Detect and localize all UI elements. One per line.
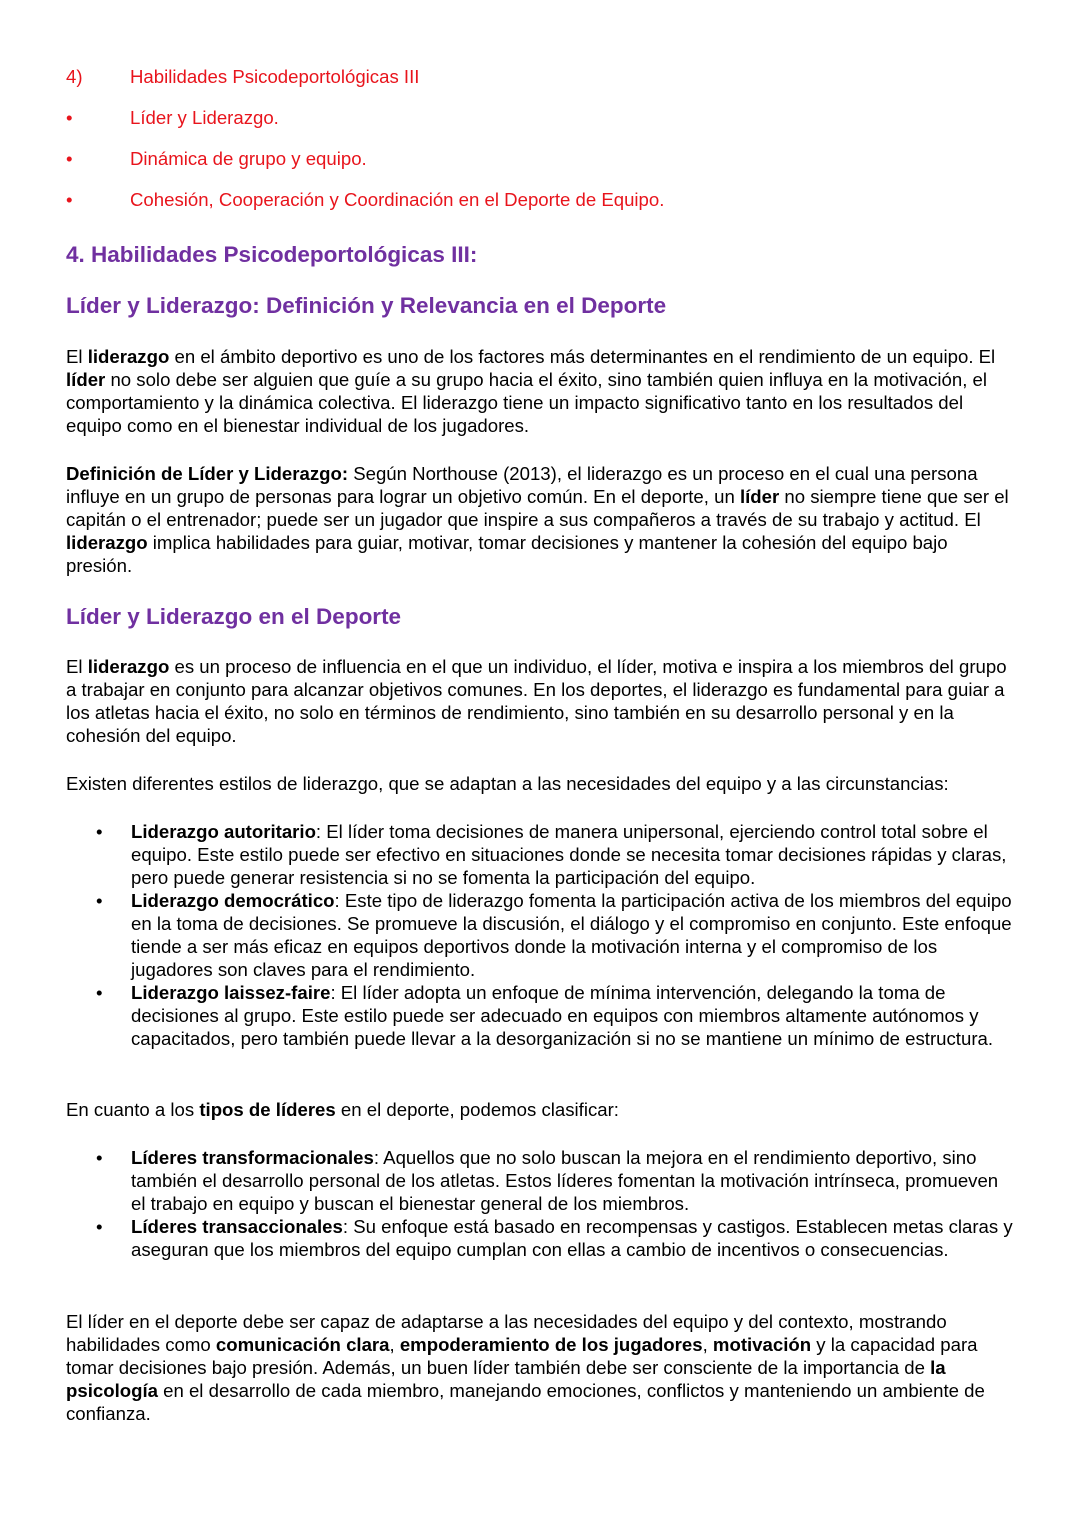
text-run: no solo debe ser alguien que guíe a su grupo hacia el éxito, sino también quien influya en la motivación, el comportamiento y la dinámica colectiva. El liderazgo tiene un impacto significativo tanto en los resultados del equipo como en el bienestar individual de los jugadores. bbox=[66, 369, 987, 436]
bullet-icon: • bbox=[96, 982, 103, 1003]
paragraph-intro bbox=[66, 345, 1016, 437]
outline-text: Habilidades Psicodeportológicas III bbox=[130, 66, 420, 87]
bold-text: empoderamiento de los jugadores bbox=[399, 1334, 703, 1355]
text-run: : El líder adopta un enfoque de mínima intervención, delegando la toma de decisiones al grupo. Este estilo puede ser adecuado en equipos con miembros altamente autónomos y capacitados, pero también puede llevar a la desorganización si no se mantiene un mínimo de estructura. bbox=[131, 982, 994, 1049]
bold-text: Líderes transformacionales bbox=[131, 1147, 374, 1168]
bullet-icon: • bbox=[96, 890, 103, 911]
text-run: Según Northouse (2013), el liderazgo es un proceso en el cual una persona influye en un grupo de personas para lograr un objetivo común. En el deporte, un bbox=[66, 463, 978, 507]
text-run: en el desarrollo de cada miembro, manejando emociones, conflictos y manteniendo un ambiente de confianza. bbox=[66, 1380, 985, 1424]
bold-text: liderazgo bbox=[87, 346, 170, 367]
text-run: : El líder toma decisiones de manera unipersonal, ejerciendo control total sobre el equipo. Este estilo puede ser efectivo en situaciones donde se necesita tomar decisiones rápidas y claras, pero puede generar resistencia si no se fomenta la participación del equipo. bbox=[131, 821, 1007, 888]
outline-text: Líder y Liderazgo. bbox=[130, 107, 279, 128]
bold-text: Liderazgo democrático bbox=[131, 890, 335, 911]
text-run: Existen diferentes estilos de liderazgo, que se adaptan a las necesidades del equipo y a las circunstancias: bbox=[66, 773, 949, 794]
outline-bullet: • bbox=[66, 107, 73, 128]
text-run: : Su enfoque está basado en recompensas y castigos. Establecen metas claras y aseguran que los miembros del equipo cumplan con ellas a cambio de incentivos o consecuencias. bbox=[131, 1216, 1013, 1260]
text-run: En cuanto a los bbox=[66, 1099, 200, 1120]
bold-text: líder bbox=[739, 486, 780, 507]
outline-text: Cohesión, Cooperación y Coordinación en el Deporte de Equipo. bbox=[130, 189, 665, 210]
paragraph-conclusion bbox=[66, 1310, 1016, 1425]
subsection-heading: Líder y Liderazgo en el Deporte bbox=[66, 604, 402, 629]
bold-text: Liderazgo autoritario bbox=[131, 821, 316, 842]
text-run: en el deporte, podemos clasificar: bbox=[335, 1099, 619, 1120]
list-item bbox=[66, 889, 1016, 981]
list-item bbox=[66, 820, 1016, 889]
paragraph-definition bbox=[66, 462, 1016, 577]
bold-text: motivación bbox=[712, 1334, 812, 1355]
text-run: no siempre tiene que ser el capitán o el entrenador; puede ser un jugador que inspire a sus compañeros a través de su trabajo y actitud. El bbox=[66, 486, 1009, 530]
text-run: es un proceso de influencia en el que un individuo, el líder, motiva e inspira a los miembros del grupo a trabajar en conjunto para alcanzar objetivos comunes. En los deportes, el liderazgo es fundamental para guiar a los atletas hacia el éxito, no solo en términos de rendimiento, sino también en su desarrollo personal y en la cohesión del equipo. bbox=[66, 656, 1007, 746]
paragraph-leadership bbox=[66, 655, 1016, 747]
outline-number: 4) bbox=[66, 66, 83, 87]
bold-text: Definición de Líder y Liderazgo: bbox=[66, 463, 349, 484]
leader-types-list bbox=[66, 1146, 1016, 1261]
text-run: : Este tipo de liderazgo fomenta la participación activa de los miembros del equipo en la toma de decisiones. Se promueve la discusión, el diálogo y el compromiso en conjunto. Este enfoque tiende a ser más eficaz en equipos deportivos donde la motivación interna y el compromiso de los jugadores son claves para el rendimiento. bbox=[131, 890, 1012, 980]
list-item bbox=[66, 1146, 1016, 1215]
outline-bullet: • bbox=[66, 148, 73, 169]
bullet-icon: • bbox=[96, 1147, 103, 1168]
bullet-icon: • bbox=[96, 1216, 103, 1237]
paragraph-types-intro bbox=[66, 1098, 1016, 1121]
text-run: , bbox=[389, 1334, 400, 1355]
text-run: y la capacidad para tomar decisiones bajo presión. Además, un buen líder también debe ser consciente de la importancia de bbox=[66, 1334, 978, 1378]
text-run: El bbox=[66, 346, 88, 367]
section-heading: 4. Habilidades Psicodeportológicas III: bbox=[66, 242, 478, 267]
list-item bbox=[66, 981, 1016, 1050]
bold-text: Líderes transaccionales bbox=[131, 1216, 343, 1237]
text-run: El bbox=[66, 656, 88, 677]
paragraph-styles-intro bbox=[66, 772, 1016, 795]
text-run: El líder en el deporte debe ser capaz de adaptarse a las necesidades del equipo y del contexto, mostrando habilidades como bbox=[66, 1311, 947, 1355]
bold-text: liderazgo bbox=[87, 656, 170, 677]
text-run: implica habilidades para guiar, motivar, tomar decisiones y mantener la cohesión del equipo bajo presión. bbox=[66, 532, 948, 576]
outline-bullet: • bbox=[66, 189, 73, 210]
subsection-heading: Líder y Liderazgo: Definición y Relevancia en el Deporte bbox=[66, 293, 667, 318]
bold-text: comunicación clara bbox=[215, 1334, 390, 1355]
bullet-icon: • bbox=[96, 821, 103, 842]
bold-text: líder bbox=[66, 369, 106, 390]
outline-text: Dinámica de grupo y equipo. bbox=[130, 148, 367, 169]
leadership-styles-list bbox=[66, 820, 1016, 1050]
bold-text: tipos de líderes bbox=[199, 1099, 336, 1120]
text-run: : Aquellos que no solo buscan la mejora en el rendimiento deportivo, sino también el desarrollo personal de los atletas. Estos líderes fomentan la motivación intrínseca, promueven el trabajo en equipo y buscan el bienestar general de los miembros. bbox=[131, 1147, 999, 1214]
bold-text: liderazgo bbox=[66, 532, 148, 553]
list-item bbox=[66, 1215, 1016, 1261]
bold-text: Liderazgo laissez-faire bbox=[131, 982, 331, 1003]
text-run: , bbox=[702, 1334, 713, 1355]
text-run: en el ámbito deportivo es uno de los factores más determinantes en el rendimiento de un equipo. El bbox=[169, 346, 996, 367]
bold-text: la psicología bbox=[66, 1357, 946, 1401]
